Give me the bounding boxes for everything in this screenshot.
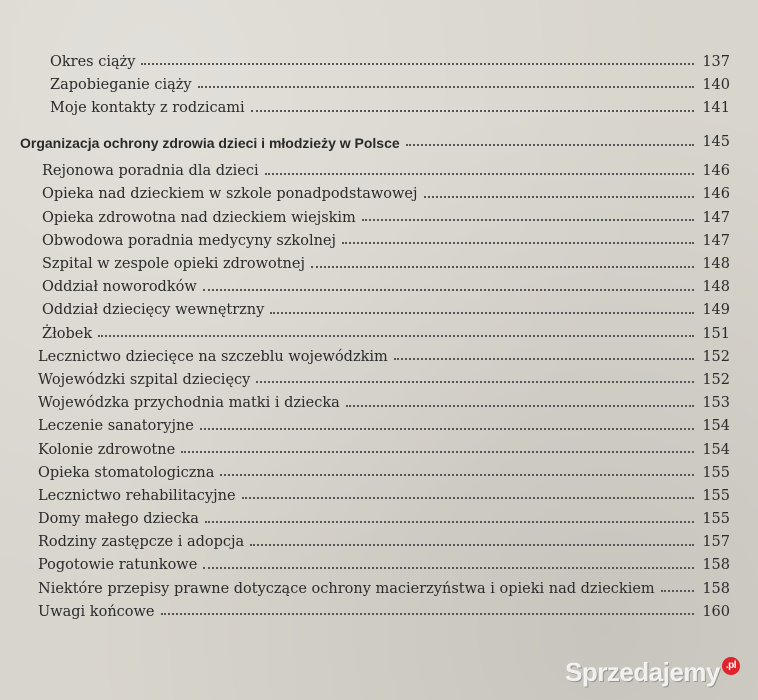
leader-dots bbox=[270, 312, 694, 314]
toc-entry-title: Opieka zdrowotna nad dzieckiem wiejskim bbox=[42, 209, 356, 226]
toc-section-heading bbox=[20, 116, 730, 156]
toc-entry bbox=[20, 69, 730, 92]
site-watermark bbox=[565, 657, 740, 688]
leader-dots bbox=[394, 358, 694, 360]
toc-entry-title: Wojewódzki szpital dziecięcy bbox=[38, 371, 251, 388]
toc-entry-page: 141 bbox=[702, 100, 730, 117]
leader-dots bbox=[661, 590, 694, 592]
toc-entry-title: Moje kontakty z rodzicami bbox=[50, 100, 245, 117]
toc-entry-title: Obwodowa poradnia medycyny szkolnej bbox=[42, 232, 336, 249]
toc-entry bbox=[20, 550, 730, 573]
toc-entry-page: 155 bbox=[702, 464, 730, 481]
toc-entry-title: Zapobieganie ciąży bbox=[50, 76, 192, 93]
toc-entry-title: Szpital w zespole opieki zdrowotnej bbox=[42, 256, 305, 272]
leader-dots bbox=[203, 289, 694, 291]
toc-entry-page: 152 bbox=[702, 348, 730, 365]
toc-entry bbox=[20, 318, 730, 341]
watermark-text: Sprzedajemy bbox=[565, 657, 720, 687]
toc-entry-title: Uwagi końcowe bbox=[38, 603, 155, 620]
toc-entry bbox=[20, 341, 730, 364]
toc-entry-page: 137 bbox=[702, 53, 730, 70]
toc-entry-title: Lecznictwo rehabilitacyjne bbox=[38, 487, 236, 504]
toc-entry bbox=[20, 179, 730, 202]
toc-entry bbox=[20, 411, 730, 434]
toc-entry-title: Wojewódzka przychodnia matki i dziecka bbox=[38, 395, 340, 412]
leader-dots bbox=[205, 521, 694, 523]
toc-entry bbox=[20, 46, 730, 69]
leader-dots bbox=[141, 63, 694, 65]
toc-entry-title: Oddział noworodków bbox=[42, 279, 197, 296]
leader-dots bbox=[98, 335, 694, 337]
toc-entry-title: Opieka stomatologiczna bbox=[38, 464, 215, 481]
toc-entry-page: 146 bbox=[702, 186, 730, 203]
watermark-tld-badge: .pl bbox=[722, 657, 740, 675]
toc-entry-page: 145 bbox=[702, 134, 730, 151]
toc-entry-title: Oddział dziecięcy wewnętrzny bbox=[42, 302, 265, 319]
toc-entry-title: Rejonowa poradnia dla dzieci bbox=[42, 163, 259, 180]
toc-entry bbox=[20, 457, 730, 480]
toc-entry-page: 155 bbox=[702, 487, 730, 504]
toc-entry-title: Rodziny zastępcze i adopcja bbox=[38, 534, 245, 551]
leader-dots bbox=[161, 613, 694, 615]
toc-entry-page: 160 bbox=[702, 603, 730, 620]
leader-dots bbox=[346, 405, 694, 407]
toc-entry bbox=[20, 527, 730, 550]
leader-dots bbox=[256, 381, 694, 383]
toc-entry-page: 155 bbox=[702, 511, 730, 528]
toc-entry bbox=[20, 596, 730, 619]
toc-entry-page: 148 bbox=[702, 279, 730, 296]
toc-entry-page: 140 bbox=[702, 76, 730, 93]
leader-dots bbox=[198, 86, 694, 88]
toc-entry-page: 158 bbox=[702, 557, 730, 574]
toc-entry-title: Opieka nad dzieckiem w szkole ponadpodstawowej bbox=[42, 186, 418, 203]
toc-entry-page: 153 bbox=[702, 395, 730, 412]
toc-entry-page: 154 bbox=[702, 441, 730, 458]
toc-entry-title: Niektóre przepisy prawne dotyczące ochrony macierzyństwa i opieki nad dzieckiem bbox=[38, 580, 655, 597]
leader-dots bbox=[203, 567, 694, 569]
leader-dots bbox=[424, 196, 695, 198]
toc-entry-title: Leczenie sanatoryjne bbox=[38, 418, 194, 435]
toc-entry-page: 147 bbox=[702, 232, 730, 249]
toc-entry bbox=[20, 272, 730, 295]
toc-entry bbox=[20, 92, 730, 115]
leader-dots bbox=[265, 173, 694, 175]
toc-entry bbox=[20, 434, 730, 457]
toc-entry bbox=[20, 387, 730, 410]
leader-dots bbox=[200, 428, 694, 430]
toc-entry-page: 151 bbox=[702, 325, 730, 342]
toc-entry bbox=[20, 248, 730, 271]
toc-entry bbox=[20, 573, 730, 596]
toc-entry-title: Kolonie zdrowotne bbox=[38, 441, 176, 458]
leader-dots bbox=[251, 110, 694, 112]
toc-entry-page: 146 bbox=[702, 163, 730, 180]
toc-entry-page: 148 bbox=[702, 256, 730, 272]
toc-entry-title: Okres ciąży bbox=[50, 53, 136, 70]
toc-entry bbox=[20, 202, 730, 225]
toc-entry-page: 149 bbox=[702, 302, 730, 319]
toc-entry bbox=[20, 156, 730, 179]
leader-dots bbox=[242, 497, 694, 499]
toc-entry-page: 158 bbox=[702, 580, 730, 597]
toc-entry bbox=[20, 480, 730, 503]
leader-dots bbox=[220, 474, 694, 476]
leader-dots bbox=[362, 219, 694, 221]
table-of-contents bbox=[20, 46, 730, 619]
toc-entry bbox=[20, 295, 730, 318]
toc-entry-page: 154 bbox=[702, 418, 730, 435]
leader-dots bbox=[181, 451, 694, 453]
toc-entry bbox=[20, 503, 730, 526]
toc-entry bbox=[20, 225, 730, 248]
toc-entry-title: Żłobek bbox=[42, 325, 93, 342]
toc-entry-title: Domy małego dziecka bbox=[38, 511, 199, 528]
toc-entry-page: 147 bbox=[702, 209, 730, 226]
toc-entry bbox=[20, 364, 730, 387]
toc-entry-page: 157 bbox=[702, 534, 730, 551]
leader-dots bbox=[311, 266, 694, 268]
toc-entry-title: Lecznictwo dziecięce na szczeblu wojewódzkim bbox=[38, 348, 388, 365]
leader-dots bbox=[406, 144, 694, 146]
toc-section-title: Organizacja ochrony zdrowia dzieci i młodzieży w Polsce bbox=[20, 134, 400, 151]
leader-dots bbox=[250, 544, 694, 546]
leader-dots bbox=[342, 242, 694, 244]
toc-entry-page: 152 bbox=[702, 371, 730, 388]
toc-entry-title: Pogotowie ratunkowe bbox=[38, 557, 198, 574]
